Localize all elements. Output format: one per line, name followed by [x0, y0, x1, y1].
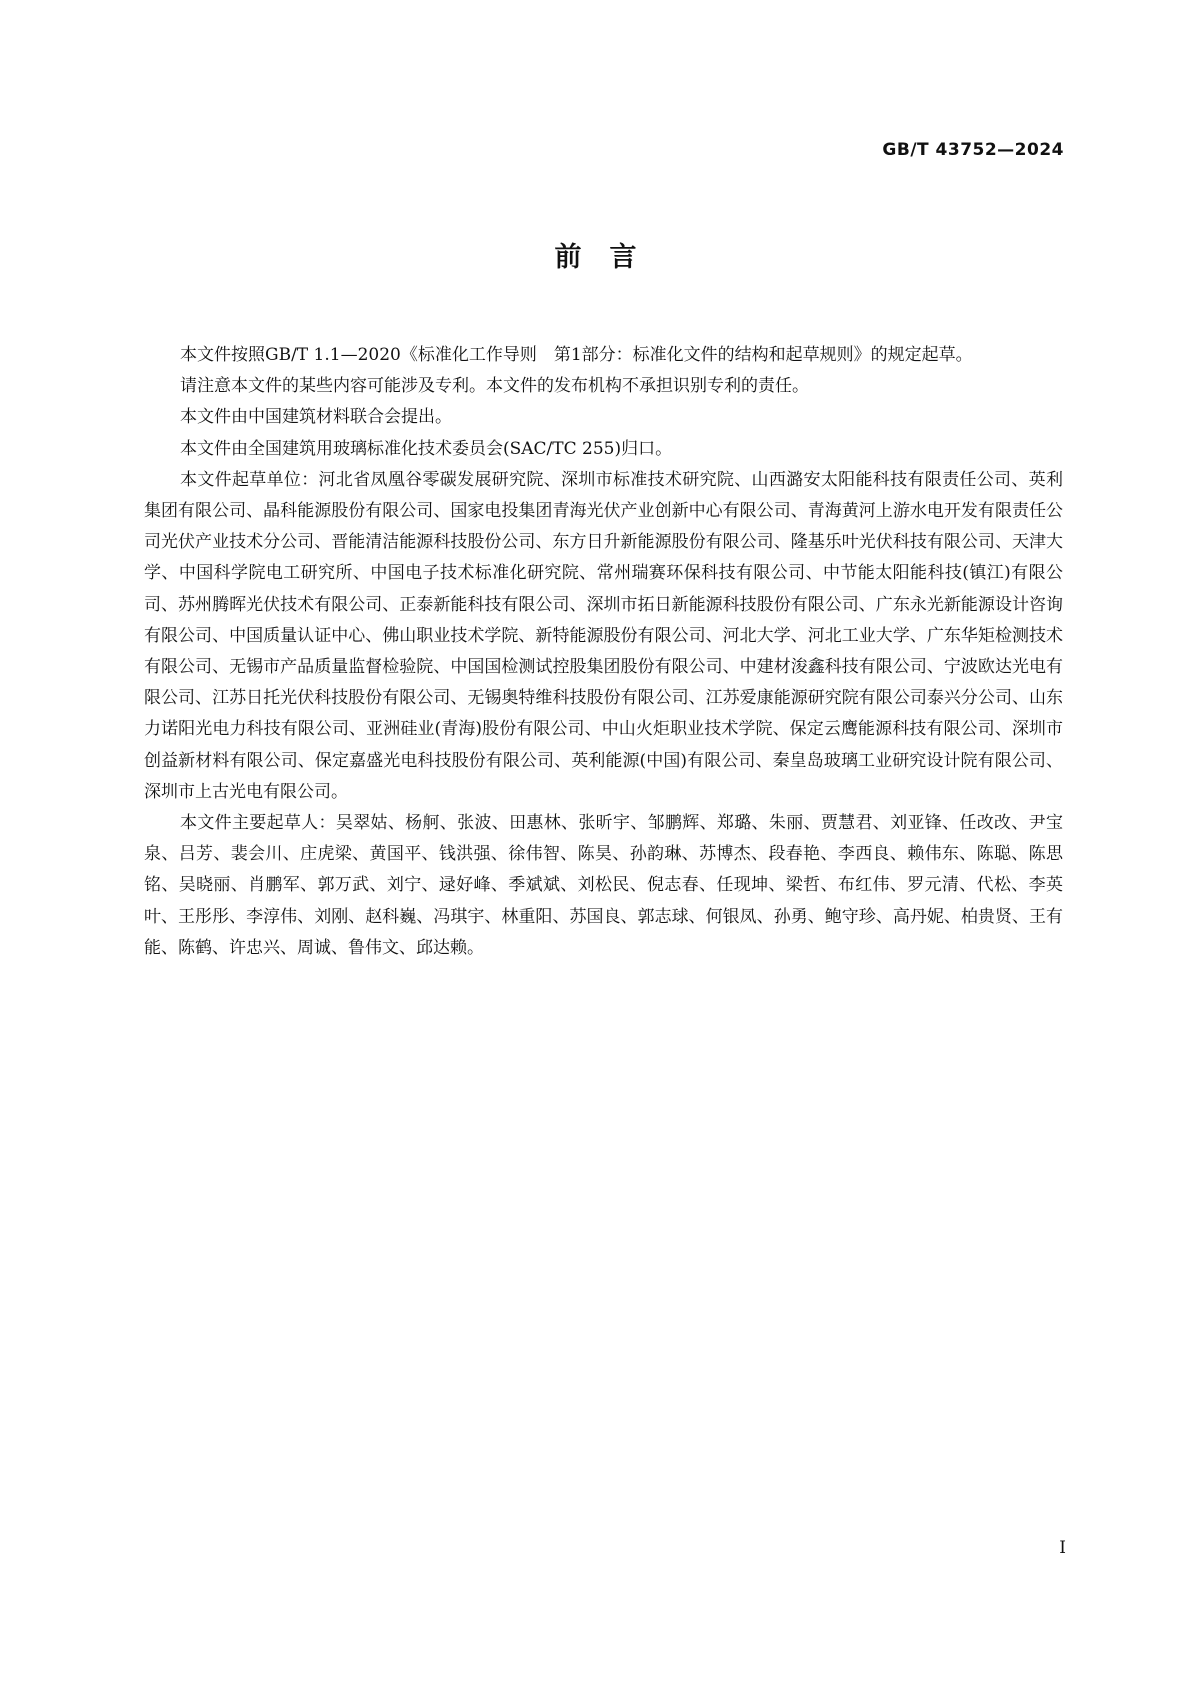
- paragraph-drafting-units: 本文件起草单位：河北省凤凰谷零碳发展研究院、深圳市标准技术研究院、山西潞安太阳能科技有限责任公司、英利集团有限公司、晶科能源股份有限公司、国家电投集团青海光伏产业创新中心有限公司、青海黄河上游水电开发有限责任公司光伏产业技术分公司、晋能清洁能源科技股份公司、东方日升新能源股份有限公司、隆基乐叶光伏科技有限公司、天津大学、中国科学院电工研究所、中国电子技术标准化研究院、常州瑞赛环保科技有限公司、中节能太阳能科技(镇江)有限公司、苏州腾晖光伏技术有限公司、正泰新能科技有限公司、深圳市拓日新能源科技股份有限公司、广东永光新能源设计咨询有限公司、中国质量认证中心、佛山职业技术学院、新特能源股份有限公司、河北大学、河北工业大学、广东华矩检测技术有限公司、无锡市产品质量监督检验院、中国国检测试控股集团股份有限公司、中建材浚鑫科技有限公司、宁波欧达光电有限公司、江苏日托光伏科技股份有限公司、无锡奥特维科技股份有限公司、江苏爱康能源研究院有限公司泰兴分公司、山东力诺阳光电力科技有限公司、亚洲硅业(青海)股份有限公司、中山火炬职业技术学院、保定云鹰能源科技有限公司、深圳市创益新材料有限公司、保定嘉盛光电科技股份有限公司、英利能源(中国)有限公司、秦皇岛玻璃工业研究设计院有限公司、深圳市上古光电有限公司。: [144, 469, 1063, 802]
- paragraph-main-drafters: 本文件主要起草人：吴翠姑、杨舸、张波、田惠林、张昕宇、邹鹏辉、郑璐、朱丽、贾慧君、刘亚锋、任改改、尹宝泉、吕芳、裴会川、庄虎梁、黄国平、钱洪强、徐伟智、陈昊、孙韵琳、苏博杰、段春艳、李西良、赖伟东、陈聪、陈思铭、吴晓丽、肖鹏军、郭万武、刘宁、逯好峰、季斌斌、刘松民、倪志春、任现坤、梁哲、布红伟、罗元清、代松、李英叶、王彤彤、李淳伟、刘刚、赵科巍、冯琪宇、林重阳、苏国良、郭志球、何银凤、孙勇、鲍守珍、高丹妮、柏贵贤、王有能、陈鹤、许忠兴、周诚、鲁伟文、邱达赖。: [144, 813, 1063, 958]
- page-title: 前言: [554, 242, 665, 273]
- page-number: I: [1059, 1538, 1066, 1558]
- standard-code: GB/T 43752—2024: [882, 140, 1064, 160]
- paragraph-patent-notice: 请注意本文件的某些内容可能涉及专利。本文件的发布机构不承担识别专利的责任。: [180, 376, 809, 397]
- paragraph-proposer: 本文件由中国建筑材料联合会提出。: [180, 407, 452, 428]
- paragraph-centralized-by: 本文件由全国建筑用玻璃标准化技术委员会(SAC/TC 255)归口。: [180, 438, 673, 459]
- preface-body: [144, 340, 1063, 964]
- paragraph-drafting-rules: 本文件按照GB/T 1.1—2020《标准化工作导则 第1部分：标准化文件的结构和起草规则》的规定起草。: [180, 345, 973, 365]
